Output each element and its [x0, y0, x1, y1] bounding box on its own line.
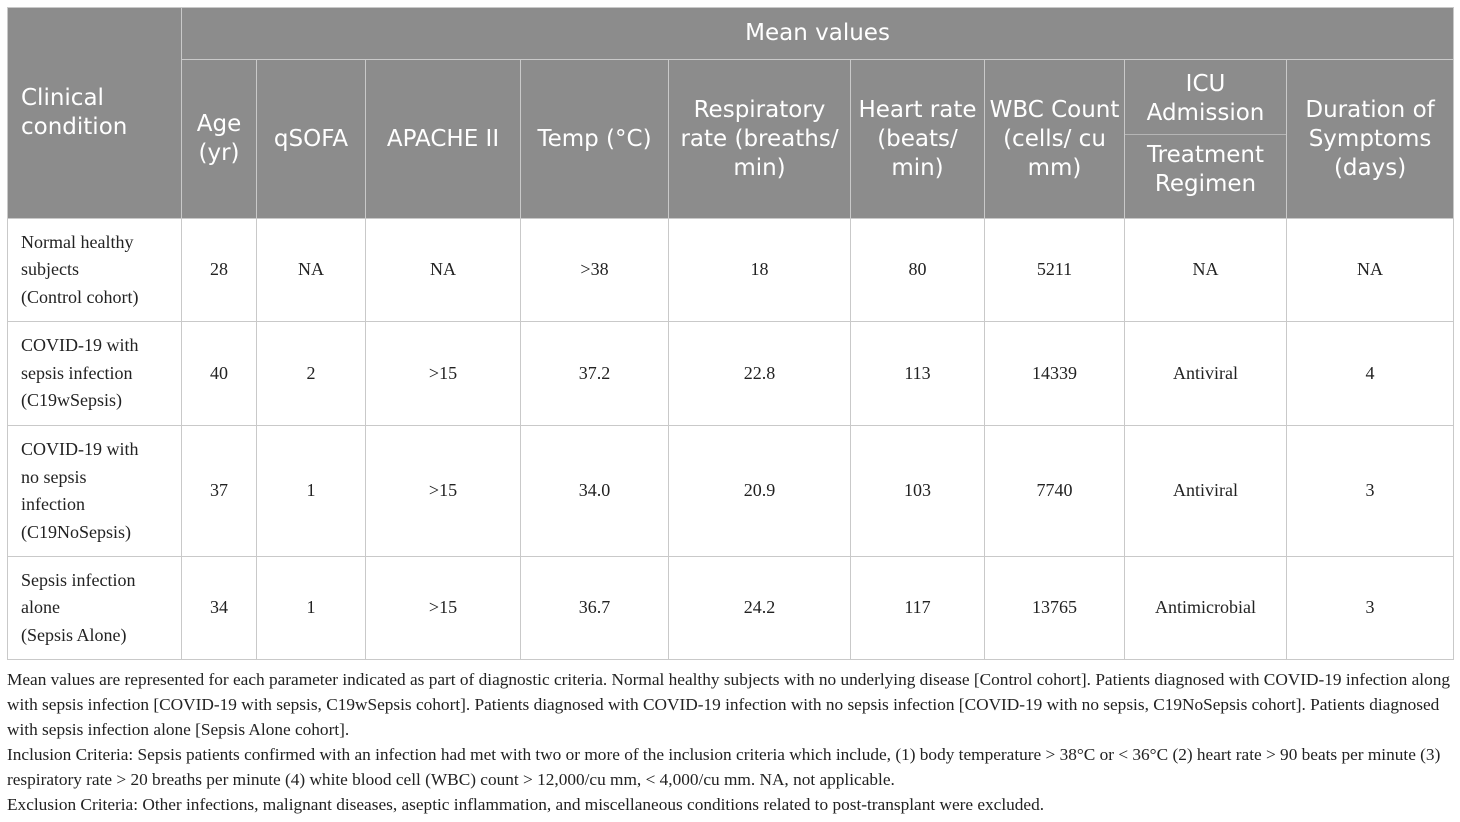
- value-cell: 34: [182, 557, 257, 660]
- header-icu-admission: ICU Admission: [1125, 60, 1286, 135]
- header-duration: Duration of Symptoms (days): [1287, 60, 1454, 219]
- value-cell: 37.2: [521, 322, 669, 426]
- value-cell: >15: [366, 322, 521, 426]
- value-cell: 13765: [985, 557, 1125, 660]
- clinical-table: [7, 7, 1454, 660]
- value-cell: 22.8: [669, 322, 851, 426]
- table-footnotes: [7, 667, 1457, 817]
- header-age: Age (yr): [182, 60, 257, 219]
- footnote-mean-values: Mean values are represented for each parameter indicated as part of diagnostic criteria. Normal healthy subjects with no underlying disease [Control cohort]. Patients diagnosed with COVID-19 infection along with sepsis infection [COVID-19 with sepsis, C19wSepsis cohort]. Patients diagnosed with COVID-19 infection with no sepsis infection [COVID-19 with no sepsis, C19NoSepsis cohort]. Patients diagnosed with sepsis infection alone [Sepsis Alone cohort].: [7, 670, 1451, 739]
- value-cell: 28: [182, 219, 257, 322]
- condition-line: Sepsis infection: [21, 569, 136, 590]
- value-cell: 1: [257, 426, 366, 557]
- condition-line: COVID-19 with: [21, 439, 139, 459]
- condition-line: Normal healthy: [21, 231, 134, 252]
- value-cell: 80: [851, 219, 985, 322]
- value-cell: 36.7: [521, 557, 669, 660]
- condition-line: infection: [21, 494, 85, 514]
- value-cell: 4: [1287, 322, 1454, 426]
- value-cell: >15: [366, 557, 521, 660]
- condition-line: alone: [21, 597, 60, 618]
- condition-cell: [8, 557, 182, 660]
- condition-line: (C19wSepsis): [21, 390, 123, 411]
- value-cell: 34.0: [521, 426, 669, 557]
- value-cell: NA: [1287, 219, 1454, 322]
- condition-line: subjects: [21, 259, 79, 280]
- table-row: [8, 426, 1454, 557]
- table-row: [8, 322, 1454, 426]
- header-apache: APACHE II: [366, 60, 521, 219]
- value-cell: 103: [851, 426, 985, 557]
- condition-line: sepsis infection: [21, 362, 133, 383]
- header-icu-treatment: [1125, 60, 1287, 219]
- value-cell: 3: [1287, 557, 1454, 660]
- condition-cell: [8, 426, 182, 557]
- footnote-exclusion: Exclusion Criteria: Other infections, malignant diseases, aseptic inflammation, and miscellaneous conditions related to post-transplant were excluded.: [7, 795, 1045, 814]
- header-mean-values: Mean values: [182, 8, 1454, 60]
- condition-line: (C19NoSepsis): [21, 521, 132, 542]
- header-treatment-regimen: Treatment Regimen: [1146, 142, 1265, 197]
- header-heart-rate: Heart rate (beats/ min): [851, 60, 985, 219]
- value-cell: 5211: [985, 219, 1125, 322]
- condition-cell: [8, 322, 182, 426]
- header-resp-rate: Respiratory rate (breaths/ min): [669, 60, 851, 219]
- condition-line: (Sepsis Alone): [21, 624, 127, 645]
- header-temp: Temp (°C): [521, 60, 669, 219]
- value-cell: 20.9: [669, 426, 851, 557]
- value-cell: Antimicrobial: [1125, 557, 1287, 660]
- value-cell: 3: [1287, 426, 1454, 557]
- value-cell: NA: [257, 219, 366, 322]
- value-cell: 24.2: [669, 557, 851, 660]
- table-row: [8, 557, 1454, 660]
- value-cell: 40: [182, 322, 257, 426]
- value-cell: NA: [1125, 219, 1287, 322]
- data-table-container: [7, 7, 1453, 660]
- table-body: [8, 219, 1454, 660]
- value-cell: 113: [851, 322, 985, 426]
- table-row: [8, 219, 1454, 322]
- condition-cell: [8, 219, 182, 322]
- value-cell: 7740: [985, 426, 1125, 557]
- header-clinical-condition: Clinical condition: [8, 8, 182, 219]
- value-cell: Antiviral: [1125, 322, 1287, 426]
- header-wbc: WBC Count (cells/ cu mm): [985, 60, 1125, 219]
- value-cell: >15: [366, 426, 521, 557]
- value-cell: 37: [182, 426, 257, 557]
- value-cell: 18: [669, 219, 851, 322]
- condition-line: COVID-19 with: [21, 335, 139, 356]
- condition-line: (Control cohort): [21, 286, 139, 307]
- condition-line: no sepsis: [21, 466, 87, 487]
- value-cell: 2: [257, 322, 366, 426]
- header-qsofa: qSOFA: [257, 60, 366, 219]
- value-cell: 1: [257, 557, 366, 660]
- footnote-inclusion: Inclusion Criteria: Sepsis patients confirmed with an infection had met with two or more of the inclusion criteria which include, (1) body temperature > 38°C or < 36°C (2) heart rate > 90 beats per minute (3) respiratory rate > 20 breaths per minute (4) white blood cell (WBC) count > 12,000/cu mm, < 4,000/cu mm. NA, not applicable.: [7, 745, 1441, 789]
- value-cell: 117: [851, 557, 985, 660]
- value-cell: 14339: [985, 322, 1125, 426]
- value-cell: >38: [521, 219, 669, 322]
- value-cell: NA: [366, 219, 521, 322]
- value-cell: Antiviral: [1125, 426, 1287, 557]
